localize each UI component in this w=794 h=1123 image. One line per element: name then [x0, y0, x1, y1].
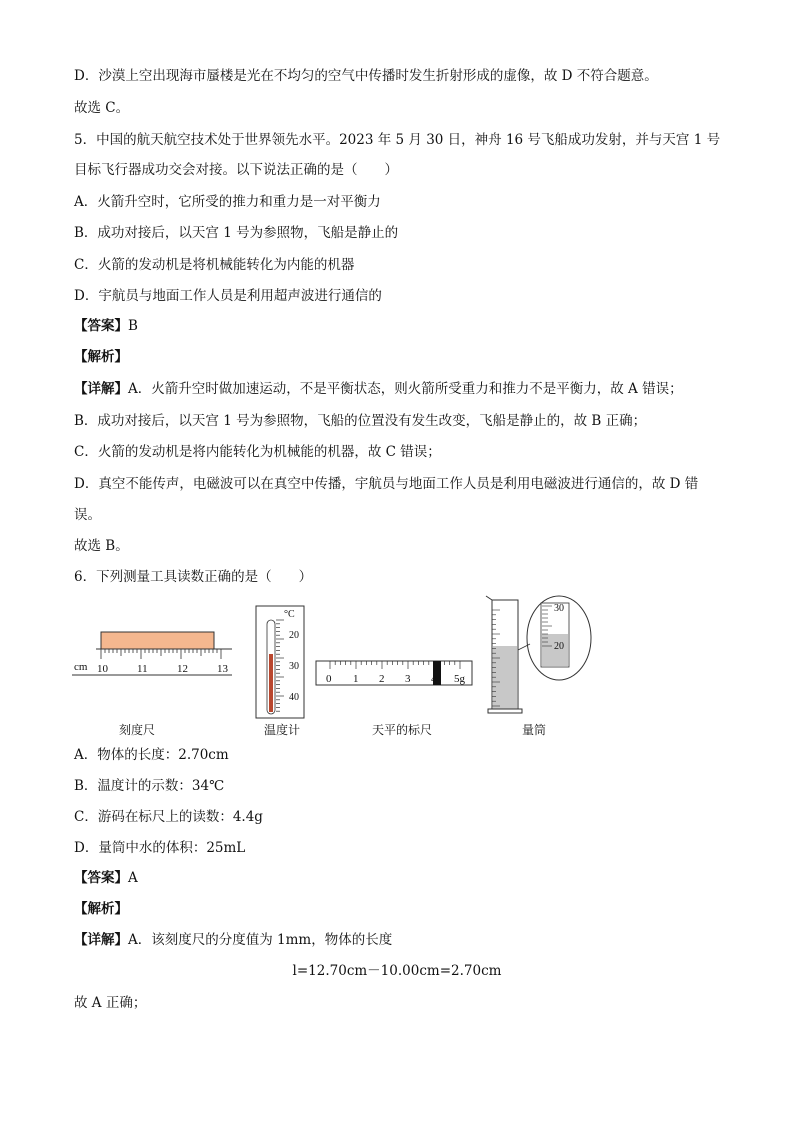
analysis-tag: 【解析】: [74, 901, 128, 917]
option-d: D．量筒中水的体积：25mL: [74, 840, 246, 856]
detail-tag: 【详解】: [74, 381, 128, 397]
ruler-unit: cm: [74, 661, 88, 673]
question-5-stem: 5．中国的航天航空技术处于世界领先水平。2023 年 5 月 30 日，神舟 16 号飞船成功发射，并与天宫 1 号: [74, 132, 721, 148]
caption-thermometer: 温度计: [264, 723, 301, 737]
option-a: A．物体的长度：2.70cm: [74, 747, 229, 763]
text-line: 故选 C。: [74, 100, 130, 116]
balance-rule-diagram: [316, 661, 472, 685]
answer-tag: 【答案】: [74, 318, 128, 334]
balance-tick-label: 5g: [454, 673, 465, 685]
thermometer-tick-label: 40: [289, 692, 299, 703]
caption-ruler: 刻度尺: [119, 723, 156, 737]
measured-object: [101, 632, 214, 649]
text-line: 误。: [74, 507, 101, 523]
detail-line: [74, 930, 392, 950]
question-5-stem-cont: 目标飞行器成功交会对接。以下说法正确的是（ ）: [74, 162, 398, 178]
instruments-svg: [60, 590, 620, 720]
balance-tick-label: 1: [353, 673, 359, 685]
option-b: B．温度计的示数：34℃: [74, 778, 225, 794]
instruments-figure: [60, 590, 620, 740]
answer-line: [74, 868, 138, 888]
ruler-tick-label: 12: [177, 663, 188, 675]
text-line: 故 A 正确；: [74, 995, 147, 1011]
caption-cylinder: 量筒: [522, 723, 547, 737]
thermometer-diagram: [256, 606, 304, 718]
detail-line: [74, 379, 683, 399]
caption-balance: 天平的标尺: [372, 723, 433, 737]
option-c: C．游码在标尺上的读数：4.4g: [74, 809, 263, 825]
cylinder-diagram: [486, 596, 591, 713]
text-line: D．沙漠上空出现海市蜃楼是光在不均匀的空气中传播时发生折射形成的虚像，故 D 不符合题意。: [74, 68, 658, 84]
cylinder-tick-label: 20: [554, 641, 564, 652]
detail-tag: 【详解】: [74, 932, 128, 948]
detail-text: A．该刻度尺的分度值为 1mm，物体的长度: [128, 932, 393, 948]
formula-line: l=12.70cm－10.00cm=2.70cm: [292, 963, 502, 979]
thermometer-unit: °C: [284, 609, 295, 620]
detail-text: A．火箭升空时做加速运动，不是平衡状态，则火箭所受重力和推力不是平衡力，故 A 错误；: [128, 381, 683, 397]
text-line: 故选 B。: [74, 538, 129, 554]
answer-value: A: [128, 870, 138, 886]
ruler-tick-label: 11: [137, 663, 148, 675]
ruler-tick-label: 10: [97, 663, 108, 675]
text-line: D．真空不能传声，电磁波可以在真空中传播，宇航员与地面工作人员是利用电磁波进行通信的，故 D 错: [74, 476, 699, 492]
ruler-diagram: [72, 632, 232, 675]
answer-value: B: [128, 318, 138, 334]
thermometer-tick-label: 20: [289, 630, 299, 641]
cylinder-tick-label: 30: [554, 603, 564, 614]
answer-tag: 【答案】: [74, 870, 128, 886]
option-c: C．火箭的发动机是将机械能转化为内能的机器: [74, 257, 355, 273]
option-b: B．成功对接后，以天宫 1 号为参照物，飞船是静止的: [74, 225, 399, 241]
liquid-column: [269, 654, 273, 712]
balance-tick-label: 2: [379, 673, 385, 685]
water: [493, 646, 517, 709]
thermometer-tick-label: 30: [289, 661, 299, 672]
balance-tick-label: 3: [405, 673, 411, 685]
ruler-tick-label: 13: [217, 663, 228, 675]
text-line: C．火箭的发动机是将内能转化为机械能的机器，故 C 错误；: [74, 444, 441, 460]
analysis-tag: 【解析】: [74, 349, 128, 365]
text-line: B．成功对接后，以天宫 1 号为参照物，飞船的位置没有发生改变，飞船是静止的，故 B 正确；: [74, 413, 647, 429]
option-a: A．火箭升空时，它所受的推力和重力是一对平衡力: [74, 194, 381, 210]
answer-line: [74, 316, 138, 336]
option-d: D．宇航员与地面工作人员是利用超声波进行通信的: [74, 288, 382, 304]
question-6-stem: 6．下列测量工具读数正确的是（ ）: [74, 569, 313, 585]
balance-tick-label: 0: [326, 673, 332, 685]
balance-tick-label: 4: [431, 673, 437, 685]
